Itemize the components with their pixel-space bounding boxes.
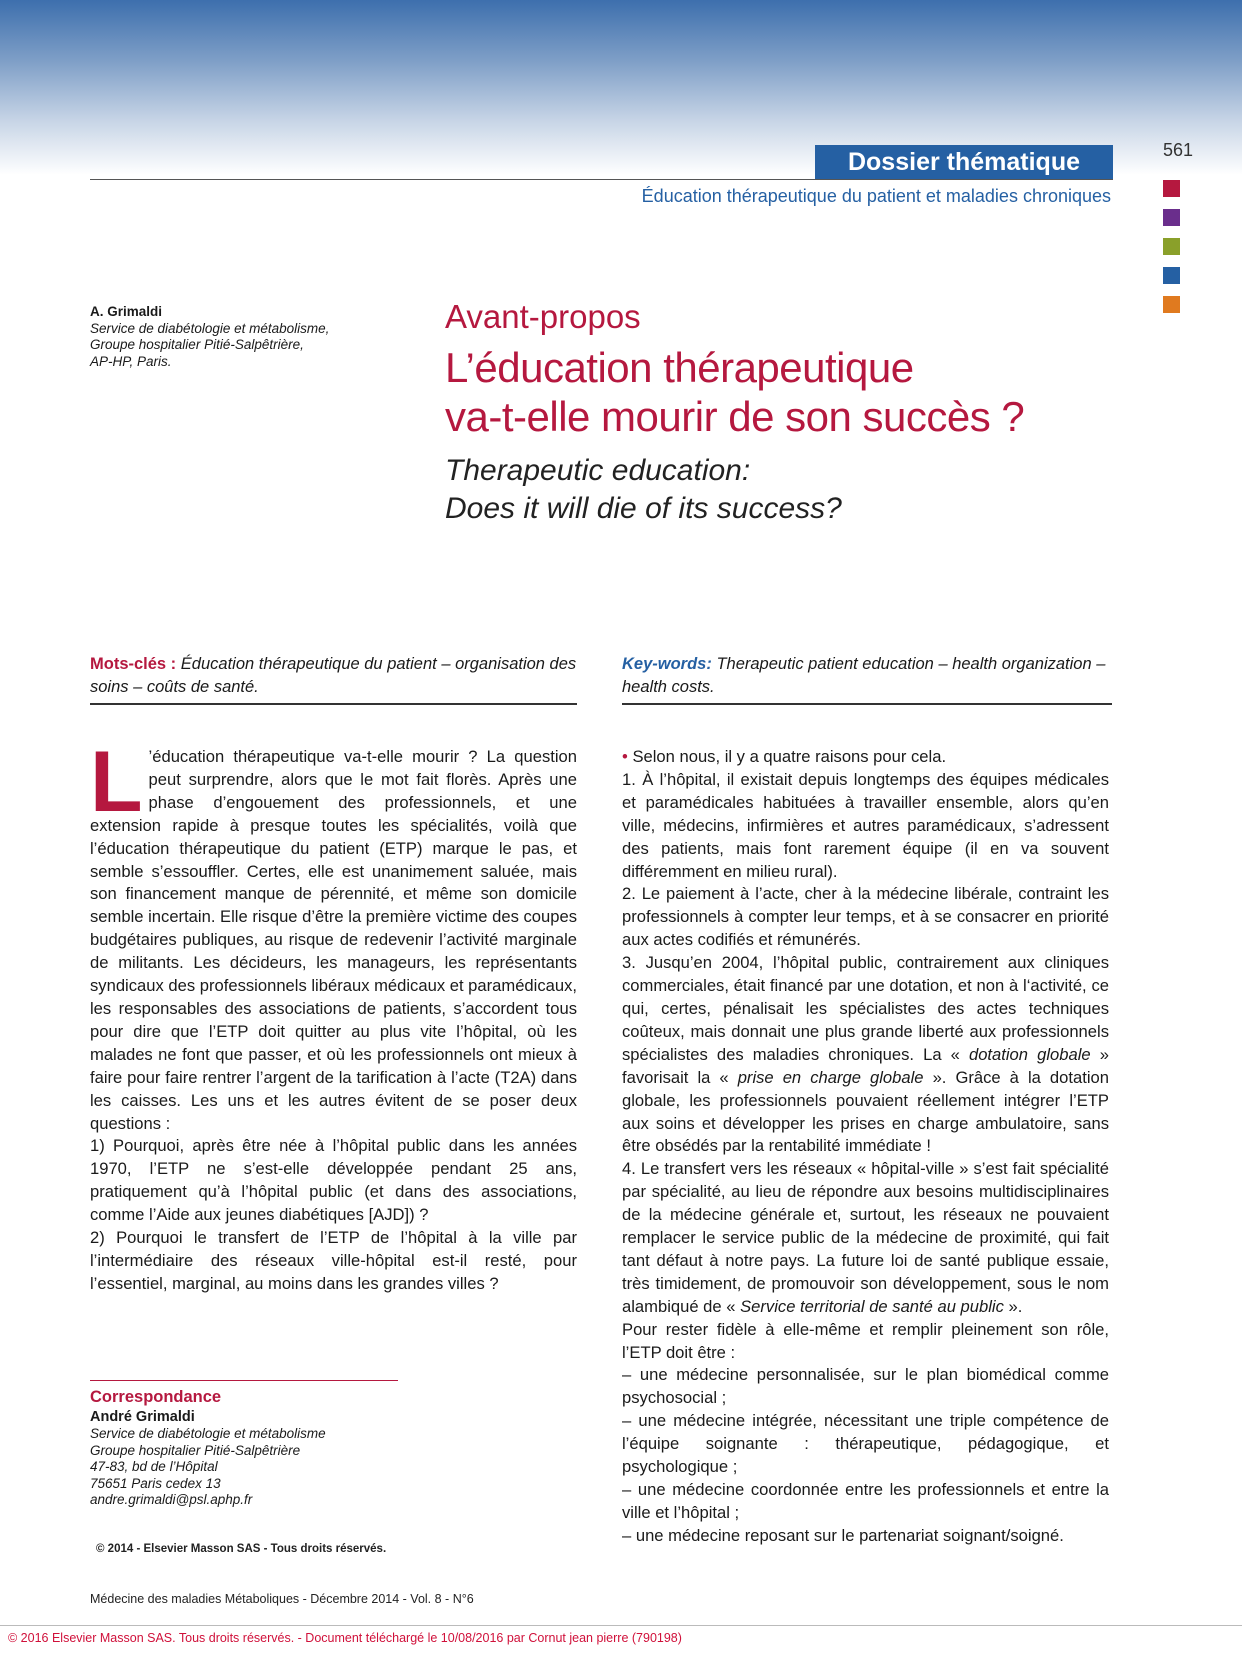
journal-citation: Médecine des maladies Métaboliques - Décembre 2014 - Vol. 8 - N°6	[90, 1592, 474, 1606]
author-block	[90, 304, 390, 370]
reason-3	[622, 952, 1109, 1158]
reason-4-emphasis: Service territorial de santé au public	[740, 1296, 1004, 1316]
author-affiliation: Service de diabétologie et métabolisme, Groupe hospitalier Pitié-Salpêtrière, AP-HP, Paris.	[90, 320, 330, 369]
question-2: 2) Pourquoi le transfert de l’ETP de l’hôpital à la ville par l’intermédiaire des réseaux ville-hôpital est-il resté, pour l’essentiel, marginal, au moins dans les grandes villes ?	[90, 1228, 577, 1293]
reasons-lead-text: Selon nous, il y a quatre raisons pour cela.	[632, 747, 947, 766]
conclusion: Pour rester fidèle à elle-même et remplir pleinement son rôle, l’ETP doit être :	[622, 1319, 1109, 1362]
bullet-icon: •	[622, 747, 628, 766]
correspondence-name: André Grimaldi	[90, 1409, 195, 1425]
subsection-title: Éducation thérapeutique du patient et maladies chroniques	[641, 186, 1111, 206]
correspondence-title: Correspondance	[90, 1388, 222, 1406]
keywords-divider-right	[622, 703, 1112, 705]
reason-4-part: ».	[1008, 1296, 1023, 1316]
reason-1: 1. À l’hôpital, il existait depuis longtemps des équipes médicales et paramédicales habituées à travailler ensemble, alors qu’en ville, médecins, infirmières et autres paramédicaux, s’adressent des patients, mais font rarement équipe (il en va souvent différemment en milieu rural).	[622, 769, 1109, 881]
correspondence-address: Service de diabétologie et métabolisme Groupe hospitalier Pitié-Salpêtrière 47-83, bd de l’Hôpital 75651 Paris cedex 13 andre.grimaldi@psl.aphp.fr	[90, 1426, 326, 1507]
intro-text: ’éducation thérapeutique va-t-elle mourir ? La question peut surprendre, alors que le mot fait florès. Après une phase d’engouement des professionnels, et une extension rapide à presque toutes les spécialités, voilà que l’éducation thérapeutique du patient (ETP) marque le pas, et semble s’essouffler. Certes, elle est unanimement saluée, mais son financement manque de pérennité, et même son domicile semble incertain. Elle risque d’être la première victime des coupes budgétaires publiques, au risque de redevenir l’activité marginale de militants. Les décideurs, les manageurs, les représentants syndicaux des professionnels libéraux médicaux et paramédicaux, les responsables des associations de patients, s’accordent tous pour dire que l’ETP doit quitter au plus vite l’hôpital, où les malades ne font que passer, et où les professionnels ont mieux à faire pour faire rentrer l’argent de la tarification à l’acte (T2A) dans les caisses. Les uns et les autres évitent de se poser deux questions :	[90, 747, 578, 1133]
list-item: – une médecine personnalisée, sur le plan biomédical comme psychosocial ;	[622, 1365, 1109, 1408]
intro-paragraph	[90, 734, 578, 1135]
question-1: 1) Pourquoi, après être née à l’hôpital public dans les années 1970, l’ETP ne s’est-elle développée pendant 25 ans, pratiquement qu’à l’hôpital public (et dans des associations, comme l’Aide aux jeunes diabétiques [AJD]) ?	[90, 1136, 577, 1225]
keywords-english-label: Key-words:	[622, 655, 712, 673]
footer-divider	[0, 1625, 1242, 1626]
color-marker-orange	[1163, 296, 1180, 313]
reason-4-part: 4. Le transfert vers les réseaux « hôpital-ville » s’est fait spécialité par spécialité, au lieu de répondre aux besoins multidisciplinaires de la médecine générale et, surtout, les réseaux ne pouvaient remplacer le service public de la médecine de proximité, qui fait tant défaut à notre pays. La future loi de santé publique essaie, très timidement, de promouvoir son développement, sous le nom alambiqué de «	[622, 1159, 1109, 1316]
drop-cap: L	[90, 734, 143, 830]
body-column-left	[90, 734, 578, 1296]
author-name: A. Grimaldi	[90, 304, 163, 319]
reason-3-emphasis: dotation globale	[968, 1044, 1091, 1064]
keywords-french-label: Mots-clés :	[90, 655, 177, 673]
correspondence-block	[90, 1386, 410, 1509]
keywords-french	[90, 653, 577, 699]
reason-3-part: ». Grâce à la dotation globale, les professionnels pouvaient réellement intégrer l’ETP aux soins et développer les prises en charge ambulatoire, sans être obsédés par la rentabilité immédiate !	[622, 1067, 1109, 1156]
keywords-french-text: Éducation thérapeutique du patient – organisation des soins – coûts de santé.	[90, 655, 577, 696]
reason-4	[622, 1158, 1109, 1318]
list-item: – une médecine coordonnée entre les professionnels et entre la ville et l’hôpital ;	[622, 1480, 1109, 1522]
body-column-right	[622, 746, 1109, 1548]
article-title-english: Therapeutic education: Does it will die of its success?	[445, 454, 842, 525]
reason-3-emphasis: prise en charge globale	[737, 1067, 924, 1087]
section-tag: Dossier thématique	[815, 145, 1113, 179]
download-notice: © 2016 Elsevier Masson SAS. Tous droits réservés. - Document téléchargé le 10/08/2016 par Cornut jean pierre (790198)	[8, 1631, 682, 1645]
copyright-notice: © 2014 - Elsevier Masson SAS - Tous droits réservés.	[96, 1543, 387, 1555]
header-divider	[90, 179, 1113, 180]
keywords-divider-left	[90, 703, 577, 705]
reason-3-part: » favorisait la «	[622, 1044, 1109, 1087]
article-title: L’éducation thérapeutique va-t-elle mourir de son succès ?	[445, 344, 1025, 440]
list-item: – une médecine intégrée, nécessitant une triple compétence de l’équipe soignante : thérapeutique, pédagogique, et psychologique ;	[622, 1411, 1109, 1477]
page-number: 561	[1163, 140, 1194, 160]
correspondence-divider	[90, 1380, 398, 1381]
list-item: – une médecine reposant sur le partenariat soignant/soigné.	[622, 1525, 1064, 1545]
reasons-lead	[622, 746, 1109, 769]
keywords-english-text: Therapeutic patient education – health organization – health costs.	[622, 655, 1106, 696]
color-marker-green	[1163, 238, 1180, 255]
article-kicker: Avant-propos	[445, 298, 641, 335]
color-marker-blue	[1163, 267, 1180, 284]
color-marker-red	[1163, 180, 1180, 197]
keywords-english	[622, 653, 1109, 699]
color-marker-purple	[1163, 209, 1180, 226]
reason-2: 2. Le paiement à l’acte, cher à la médecine libérale, contraint les professionnels à compter leur temps, et à se consacrer en priorité aux actes codifiés et rémunérés.	[622, 884, 1109, 950]
reason-3-part: 3. Jusqu’en 2004, l’hôpital public, contrairement aux cliniques commerciales, était financé par une dotation, et non à l‘activité, ce qui, certes, pénalisait les spécialistes des actes techniques coûteux, mais donnait une plus grande liberté aux professionnels spécialistes des maladies chroniques. La «	[622, 953, 1109, 1064]
